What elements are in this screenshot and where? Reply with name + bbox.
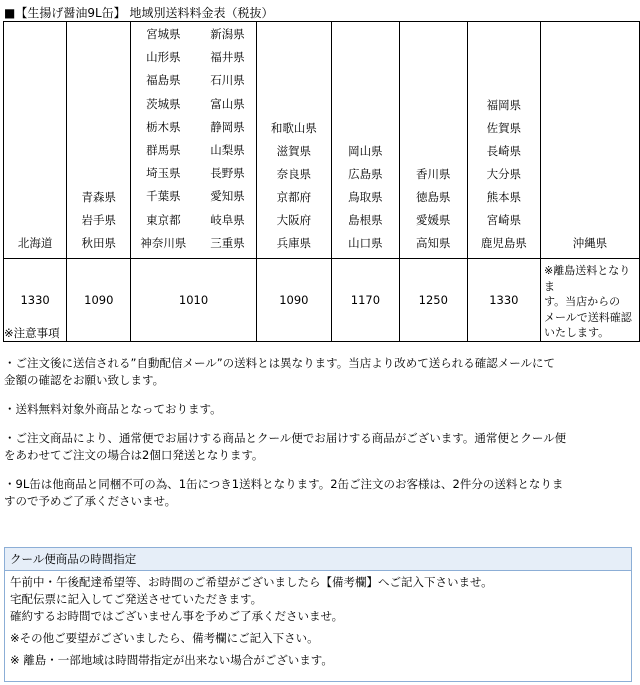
region-north-tohoku	[67, 22, 131, 259]
region-row	[4, 22, 640, 259]
price-cell: 1250	[399, 259, 467, 342]
note-line: すので予めご了承くださいませ。	[4, 494, 177, 508]
prefecture-name: 山梨県	[210, 142, 245, 157]
prefecture-name: 山形県	[146, 50, 181, 65]
prefecture-name: 兵庫県	[276, 236, 312, 250]
note-line: 金額の確認をお願い致します。	[4, 373, 165, 387]
prefecture-name: 茨城県	[146, 96, 181, 111]
box-line: ※ 離島・一部地域は時間帯指定が出来ない場合がございます。	[10, 653, 333, 667]
prefecture-name: 山口県	[348, 236, 383, 250]
prefecture-name: 福岡県	[486, 98, 522, 112]
prefecture-name: 新潟県	[210, 26, 245, 41]
note-line: ※離島送料となりま	[544, 264, 631, 293]
prefecture-name: 福島県	[146, 73, 181, 88]
prefecture-name: 沖縄県	[572, 236, 608, 250]
prefecture-name: 千葉県	[146, 189, 181, 204]
prefecture-name: 群馬県	[146, 142, 181, 157]
prefecture-name: 香川県	[416, 167, 451, 181]
page-title: ■【生揚げ醤油9L缶】 地域別送料料金表（税抜）	[4, 6, 274, 20]
region-chugoku	[331, 22, 399, 259]
prefecture-name: 岐阜県	[210, 212, 245, 227]
prefecture-name: 佐賀県	[486, 121, 522, 135]
prefecture-name: 宮城県	[146, 26, 181, 41]
prefecture-name: 栃木県	[146, 119, 181, 134]
prefecture-name: 奈良県	[276, 167, 312, 181]
prefecture-name: 神奈川県	[140, 235, 187, 250]
prefecture-name: 愛媛県	[416, 213, 451, 227]
prefecture-name: 富山県	[210, 96, 245, 111]
prefecture-name: 長崎県	[486, 144, 522, 158]
prefecture-name: 福井県	[210, 50, 245, 65]
prefecture-name: 熊本県	[486, 190, 522, 204]
region-okinawa	[541, 22, 640, 259]
prefecture-name: 鳥取県	[348, 190, 383, 204]
note-line: をあわせてご注文の場合は2個口発送となります。	[4, 448, 264, 462]
prefecture-name: 静岡県	[210, 119, 245, 134]
prefecture-name: 東京都	[146, 212, 181, 227]
note-item	[4, 430, 636, 464]
prefecture-name: 島根県	[348, 213, 383, 227]
prefecture-name: 京都府	[276, 190, 312, 204]
note-line: メールで送料確認	[544, 310, 632, 324]
note-line: いたします。	[544, 326, 610, 339]
prefecture-name: 宮崎県	[486, 213, 522, 227]
box-line: ※その他ご要望がございましたら、備考欄にご記入下さい。	[10, 631, 319, 645]
region-kinki	[256, 22, 331, 259]
region-kanto-chubu	[131, 22, 256, 259]
prefecture-name: 愛知県	[210, 189, 245, 204]
region-shikoku	[399, 22, 467, 259]
cool-delivery-heading: クール便商品の時間指定	[5, 548, 631, 571]
prefecture-name: 鹿児島県	[480, 236, 527, 250]
shipping-rate-table	[3, 21, 640, 342]
prefecture-name: 三重県	[210, 235, 245, 250]
prefecture-name: 和歌山県	[270, 121, 317, 135]
note-item	[4, 476, 636, 510]
box-line: 確約するお時間ではございません事を予めご了承くださいませ。	[10, 609, 344, 623]
price-cell: 1170	[331, 259, 399, 342]
cool-delivery-box	[4, 547, 632, 682]
note-line: ・9L缶は他商品と同梱不可の為、1缶につき1送料となります。2缶ご注文のお客様は、2件分の送料となりま	[4, 477, 564, 491]
prefecture-name: 高知県	[416, 236, 451, 250]
prefecture-name: 大阪府	[276, 213, 312, 227]
note-item	[4, 401, 636, 418]
price-cell: 1090	[67, 259, 131, 342]
cool-delivery-body	[5, 571, 631, 669]
prefecture-name: 岩手県	[81, 213, 117, 227]
price-cell: 1330	[4, 259, 67, 342]
prefecture-name: 埼玉県	[146, 166, 181, 181]
note-line: ・送料無料対象外商品となっております。	[4, 402, 222, 416]
notes-heading: ※注意事項	[4, 326, 60, 340]
price-cell: 1090	[256, 259, 331, 342]
box-line: 午前中・午後配達希望等、お時間のご希望がございましたら【備考欄】へご記入下さいませ。	[10, 575, 493, 589]
note-line: ・ご注文商品により、通常便でお届けする商品とクール便でお届けする商品がございます。通常便とクール便	[4, 431, 567, 445]
box-line: 宅配伝票に記入してご発送させていただきます。	[10, 592, 263, 606]
prefecture-name: 秋田県	[81, 236, 117, 250]
prefecture-name: 長野県	[210, 166, 245, 181]
notes-section	[4, 325, 636, 522]
prefecture-name: 青森県	[81, 190, 117, 204]
region-kyushu	[467, 22, 540, 259]
region-hokkaido	[4, 22, 67, 259]
prefecture-name: 滋賀県	[276, 144, 312, 158]
prefecture-name: 北海道	[17, 236, 53, 250]
prefecture-name: 大分県	[486, 167, 522, 181]
note-line: ・ご注文後に送信される”自動配信メール”の送料とは異なります。当店より改めて送られる確認メールにて	[4, 356, 556, 370]
price-cell: 1330	[467, 259, 540, 342]
price-cell: 1010	[131, 259, 256, 342]
note-line: す。当店からの	[544, 295, 621, 308]
prefecture-name: 岡山県	[348, 144, 383, 158]
prefecture-name: 広島県	[348, 167, 383, 181]
prefecture-name: 徳島県	[416, 190, 451, 204]
prefecture-name: 石川県	[210, 73, 245, 88]
note-item	[4, 355, 636, 389]
